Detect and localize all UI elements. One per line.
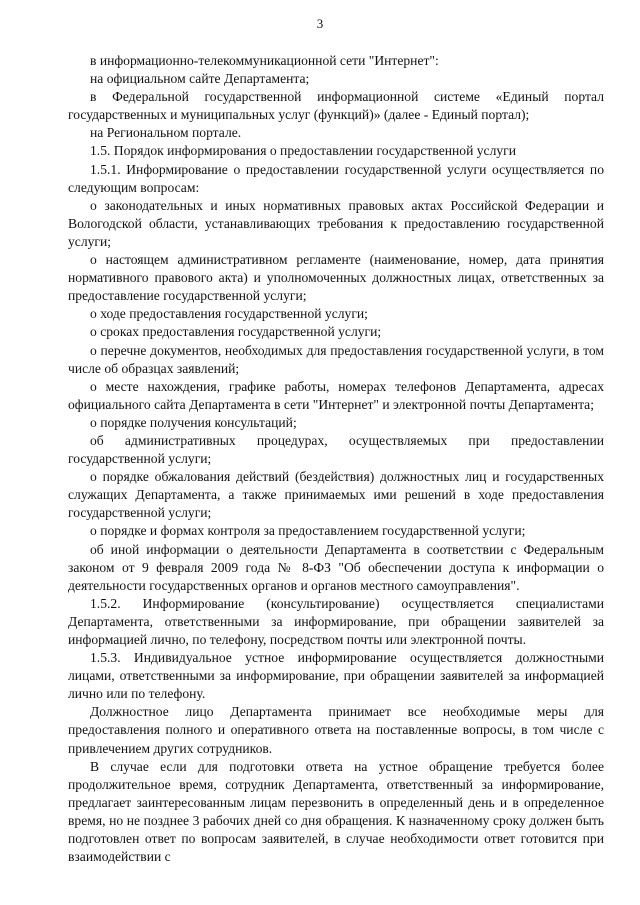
paragraph: о настоящем административном регламенте (наименование, номер, дата принятия нормативного правового акта) и уполномоченных должностных лицах, ответственных за предоставление государственной услуги; [68, 252, 604, 304]
page-number: 3 [316, 16, 324, 31]
paragraph: в Федеральной государственной информационной системе «Единый портал государственных и муниципальных услуг (функций)» (далее - Единый портал); [68, 89, 604, 123]
paragraph: 1.5.2. Информирование (консультирование) осуществляется специалистами Департамента, ответственными за информирование, при обращении заявителей за информацией лично, по телефону, посредством почты или электронной почты. [68, 595, 604, 647]
paragraph: об иной информации о деятельности Департамента в соответствии с Федеральным законом от 9 февраля 2009 года № 8-ФЗ "Об обеспечении доступа к информации о деятельности государственных органов и органов местного самоуправления". [68, 541, 604, 593]
paragraph: 1.5.1. Информирование о предоставлении государственной услуги осуществляется по следующим вопросам: [68, 161, 604, 195]
paragraph: об административных процедурах, осуществляемых при предоставлении государственной услуги; [68, 432, 604, 467]
paragraph: о ходе предоставления государственной услуги; [90, 306, 368, 322]
paragraph: 1.5. Порядок информирования о предоставлении государственной услуги [90, 143, 517, 159]
paragraph: о порядке получения консультаций; [90, 414, 297, 430]
paragraph: Должностное лицо Департамента принимает все необходимые меры для предоставления полного и оперативного ответа на поставленные вопросы, в том числе с привлечением других сотрудников. [68, 704, 604, 756]
paragraph: на официальном сайте Департамента; [90, 71, 310, 87]
paragraph: в информационно-телекоммуникационной сети "Интернет": [90, 53, 439, 68]
paragraph: о законодательных и иных нормативных правовых актах Российской Федерации и Вологодской области, устанавливающих требования к предоставлению государственной услуги; [68, 197, 604, 249]
paragraph: о сроках предоставления государственной услуги; [90, 324, 382, 340]
paragraph: на Региональном портале. [90, 125, 242, 141]
paragraph: о перечне документов, необходимых для предоставления государственной услуги, в том числе об образцах заявлений; [68, 342, 604, 376]
paragraph: о месте нахождения, графике работы, номерах телефонов Департамента, адресах официального сайта Департамента в сети "Интернет" и электронной почты Департамента; [68, 378, 604, 412]
paragraph: о порядке обжалования действий (бездействия) должностных лиц и государственных служащих Департамента, а также принимаемых ими решений в ходе предоставления государственной услуги; [68, 469, 604, 521]
paragraph: о порядке и формах контроля за предоставлением государственной услуги; [90, 523, 526, 539]
paragraph: В случае если для подготовки ответа на устное обращение требуется более продолжительное время, сотрудник Департамента, ответственный за информирование, предлагает заинтересованным лицам перезвонить в определенный день и в определенное время, но не позднее 3 рабочих дней со дня обращения. К назначенному сроку должен быть подготовлен ответ по вопросам заявителей, в случае необходимости ответ готовится при взаимодействии с [68, 758, 604, 865]
document-body [68, 52, 604, 866]
paragraph: 1.5.3. Индивидуальное устное информирование осуществляется должностными лицами, ответственными за информирование, при обращении заявителей за информацией лично или по телефону. [68, 650, 604, 702]
